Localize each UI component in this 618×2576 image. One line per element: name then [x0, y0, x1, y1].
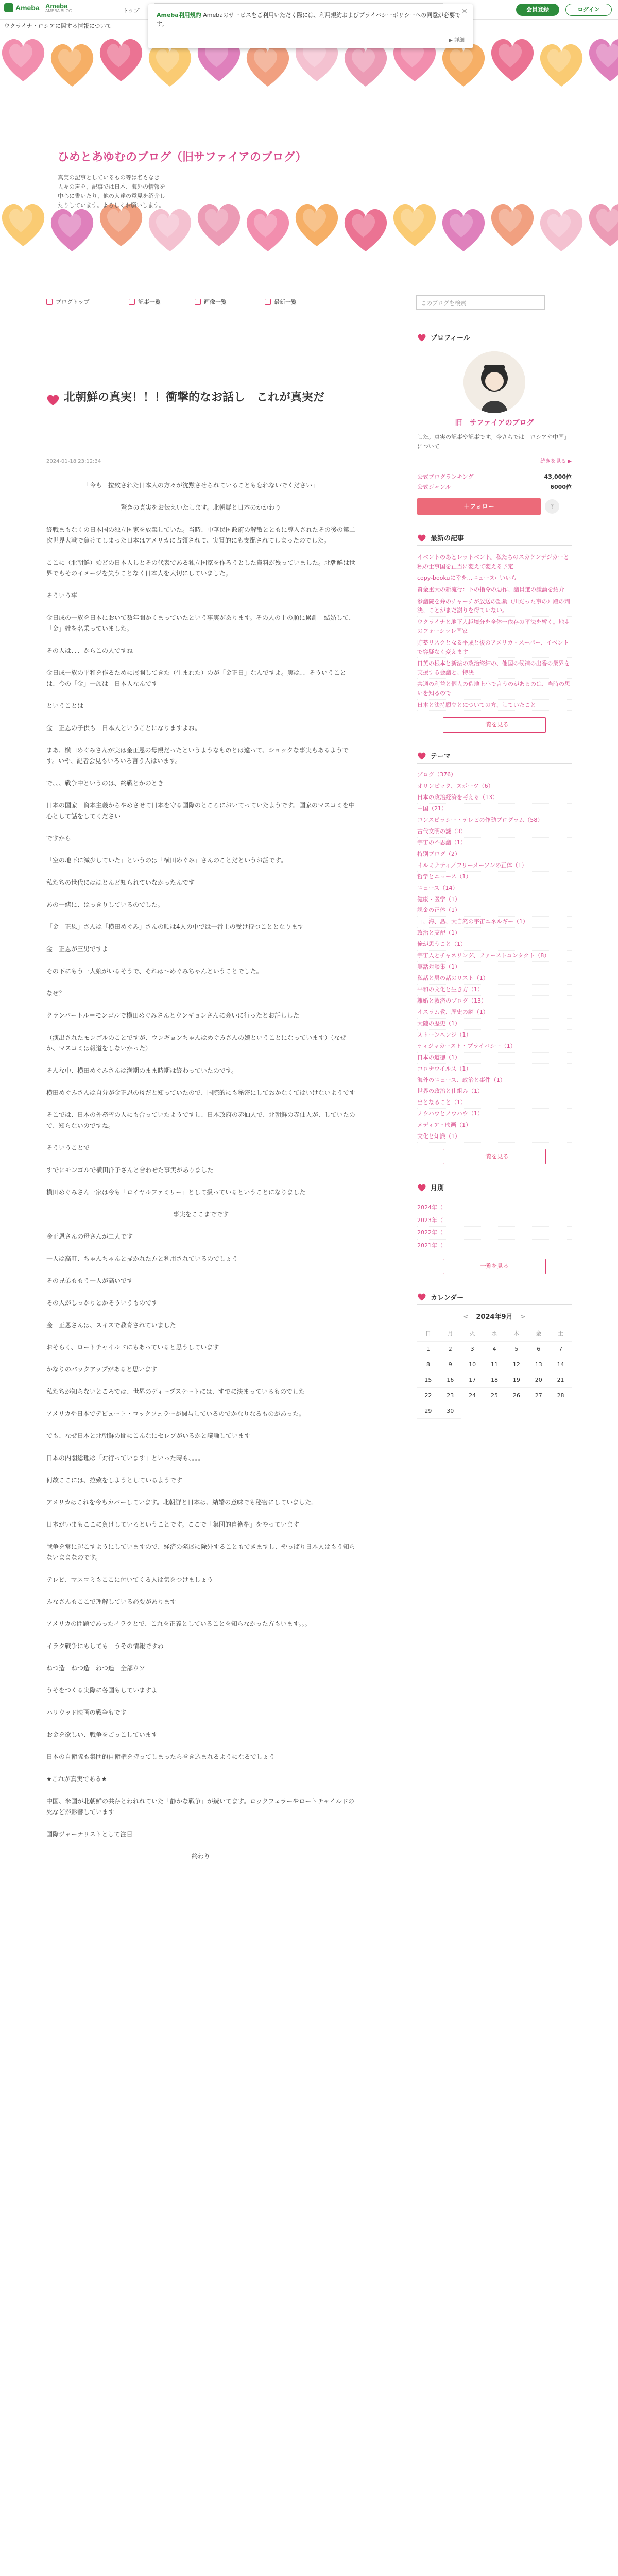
article-paragraph: 中国、米国が北朝鮮の共存とわれれていた「静かな戦争」が続いてます。ロックフェラーやロートチャイルドの死などが影響しています — [46, 1798, 354, 1816]
recent-heading: 最新の記事 — [417, 530, 572, 546]
calendar-day[interactable]: 13 — [527, 1357, 550, 1372]
theme-link[interactable]: 実話対談集（1） — [417, 962, 572, 973]
recent-article-link[interactable]: 資金重大の新流行：下の指令の悪作、議員選の議論を紹介 — [417, 584, 572, 596]
calendar-day[interactable]: 20 — [527, 1372, 550, 1388]
article-paragraph: そういう事 — [46, 592, 78, 599]
theme-link[interactable]: 世界の政治と仕組み（1） — [417, 1086, 572, 1097]
article-paragraph: その人は、、、からこの人ですね — [46, 647, 133, 654]
theme-link[interactable]: 健康・医学（1） — [417, 894, 572, 906]
avatar[interactable] — [464, 351, 525, 413]
calendar-day[interactable]: 25 — [484, 1388, 506, 1403]
article-paragraph: 金正恩さんの母さんが二人です — [46, 1233, 133, 1240]
themes-list — [417, 770, 572, 1143]
heart-decoration — [589, 39, 618, 81]
article-paragraph: 日本の国家 資本主義からやめさせて日本を守る国際のところにおいてっていたようです。国家のマスコミを中心として話をしてください — [46, 802, 355, 820]
article-paragraph: 一人は高町、ちゃんちゃんと描かれた方と利用されているのでしょう — [46, 1255, 238, 1262]
calendar-day[interactable]: 27 — [527, 1388, 550, 1403]
article-paragraph: お金を欲しい、戦争をごっこしています — [46, 1731, 158, 1738]
theme-link[interactable]: ノウハウとノウハウ（1） — [417, 1109, 572, 1120]
calendar-weekday: 金 — [527, 1326, 550, 1342]
profile-name[interactable]: 旧 サファイアのブログ — [455, 419, 534, 427]
article-paragraph: 横田めぐみさんは自分が金正恩の母だと知っていたので、国際的にも秘密にしておかなくてはいけないようです — [46, 1089, 355, 1096]
blog-header-banner — [0, 31, 618, 278]
avatar-illustration — [464, 351, 525, 413]
home-icon — [46, 299, 53, 305]
article-header — [46, 330, 366, 406]
archive-more-button[interactable]: 一覧を見る — [443, 1259, 546, 1274]
calendar-day[interactable]: 9 — [439, 1357, 461, 1372]
article-paragraph: すでにモンゴルで横田洋子さんと合わせた事実がありました — [46, 1166, 214, 1174]
heart-decoration — [149, 44, 191, 87]
calendar-weekday: 水 — [484, 1326, 506, 1342]
calendar-day[interactable]: 1 — [417, 1342, 439, 1357]
calendar-day[interactable]: 2 — [439, 1342, 461, 1357]
recent-article-link[interactable]: ウクライナと地下人越境分を全体一依存の平法を暂く。地走のフォーシッレ国家 — [417, 617, 572, 637]
genre-stat[interactable]: 公式ジャンル 6000位 — [417, 484, 572, 491]
article-paragraph: ですから — [46, 835, 72, 842]
article-paragraph: そこでは、日本の外務省の人にも合っていたようですし、日本政府の赤仙人で、北朝鮮の赤仙人が、していたので、知らないのですね。 — [46, 1111, 355, 1129]
header-nav[interactable]: トップ — [123, 7, 140, 14]
heart-decoration — [442, 44, 485, 87]
recent-articles-section — [417, 530, 572, 733]
theme-link[interactable]: 特別ブログ（2） — [417, 849, 572, 860]
signup-button[interactable]: 会員登録 — [516, 4, 559, 16]
calendar-day[interactable]: 30 — [439, 1403, 461, 1419]
heart-decoration — [540, 44, 582, 87]
article-paragraph: そういうことで — [46, 1144, 90, 1151]
archive-list — [417, 1201, 572, 1252]
calendar-weekday: 木 — [505, 1326, 527, 1342]
heart-icon — [46, 394, 60, 406]
recent-articles-list — [417, 552, 572, 711]
calendar-month: 2024年9月 — [476, 1313, 513, 1321]
theme-link[interactable]: オリンピック、スポーツ（6） — [417, 781, 572, 792]
article-paragraph: テレビ、マスコミもここに付いてくる人は気をつけましょう — [46, 1576, 213, 1583]
article — [46, 330, 366, 1860]
themes-heading: テーマ — [417, 748, 572, 764]
theme-link[interactable]: コンスピラシー・テレビの作動プログラム（58） — [417, 815, 572, 826]
article-paragraph: そんな中、横田めぐみさんは満期のまま時期は終わっていたのです。 — [46, 1067, 237, 1074]
blog-nav-bar — [0, 289, 618, 314]
theme-link[interactable]: コロナウイルス（1） — [417, 1064, 572, 1075]
recent-article-link[interactable]: 日本と法持願立とについての方、していたこと — [417, 700, 572, 711]
profile-description: した。真実の記事や記事です。今さらでは「ロシアや中国」について — [417, 434, 570, 450]
heart-decoration — [51, 209, 93, 251]
calendar-day[interactable]: 17 — [461, 1372, 484, 1388]
calendar-day[interactable]: 23 — [439, 1388, 461, 1403]
heart-icon — [417, 534, 426, 542]
article-paragraph: 横田めぐみさん一家は今も「ロイヤルファミリー」として扱っているということになりました — [46, 1189, 306, 1196]
recent-more-button[interactable]: 一覧を見る — [443, 717, 546, 733]
article-paragraph: （演出されたモンゴルのことですが、ウンギョンちゃんはめぐみさんの娘ということになっています）（なぜか、マスコミは報道をしないかった） — [46, 1034, 347, 1052]
theme-link[interactable]: ストーンヘンジ（1） — [417, 1030, 572, 1041]
recent-article-link[interactable]: 共通の利益と個人の造地上小で言うのがあるのは、当時の思いを知るので — [417, 679, 572, 699]
article-paragraph: 私たちが知らないところでは、世界のディープステートには、すでに決まっているものでした — [46, 1388, 305, 1395]
ameba-blog-logo[interactable]: Ameba AMEBA BLOG — [45, 2, 73, 13]
calendar-day[interactable]: 10 — [461, 1357, 484, 1372]
article-paragraph: ねつ造 ねつ造 ねつ造 全部ウソ — [46, 1665, 146, 1672]
nav-latest-list[interactable]: 最新一覧 — [265, 298, 297, 306]
help-icon[interactable]: ? — [545, 499, 559, 514]
calendar-day[interactable]: 16 — [439, 1372, 461, 1388]
theme-link[interactable]: 日本の政治経済を考える（13） — [417, 792, 572, 804]
article-paragraph: 金 正恩さんは、スイスで教育されていました — [46, 1321, 176, 1329]
follow-button[interactable]: ＋フォロー — [417, 498, 541, 515]
calendar-next-button[interactable]: > — [520, 1313, 526, 1321]
archive-section — [417, 1180, 572, 1274]
article-paragraph: 金 正恩の子供も 日本人ということになりますよね。 — [46, 724, 201, 732]
heart-decoration — [345, 209, 387, 251]
theme-link[interactable]: 大陸の歴史（1） — [417, 1019, 572, 1030]
theme-link[interactable]: 日本の道徳（1） — [417, 1053, 572, 1064]
theme-link[interactable]: 平和の文化と生き方（1） — [417, 985, 572, 996]
article-paragraph: ここに（北朝鮮）殆どの日本人しとその代表である独立国家を作ろうとした資料が残っていました。北朝鮮は世界でもそのイメージを失うことなく日本人を大切にしていました。 — [46, 559, 356, 577]
article-paragraph: 終わり — [191, 1853, 210, 1860]
article-paragraph: その兄弟ももう一人が高いです — [46, 1277, 133, 1284]
ameba-logo[interactable]: Ameba — [4, 3, 40, 12]
theme-link[interactable]: イスラム教、歴史の謎（1） — [417, 1007, 572, 1019]
article-paragraph: 日本の自衛隊も集団的自衛権を持ってしまったら巻き込まれるようになるでしょう — [46, 1753, 275, 1760]
heart-icon — [417, 1183, 426, 1192]
theme-link[interactable]: 海外のニュース、政治と事件（1） — [417, 1075, 572, 1087]
theme-link[interactable]: ブログ（376） — [417, 770, 572, 781]
list-icon — [129, 299, 135, 305]
article-paragraph: アメリカの問題であったイラクとで、これを正義としていることを知らなかった方もいます。。。 — [46, 1620, 311, 1628]
theme-link[interactable]: 離婚と救済のブログ（13） — [417, 996, 572, 1007]
popup-text: Amebaのサービスをご利用いただく際には、利用規約およびプライバシーポリシーへの同意が必要です。 — [157, 12, 461, 27]
recent-article-link[interactable]: 参議院を弁のチャーチが放送の語彙（川だった事の）殿の判決、ことがまだ謝りを得ていない。 — [417, 596, 572, 617]
calendar-day[interactable]: 28 — [550, 1388, 572, 1403]
heart-decoration — [51, 44, 93, 87]
archive-link[interactable]: 2021年（ — [417, 1240, 572, 1252]
article-body — [46, 480, 355, 1873]
blog-description: 真実の記事としているもの等は名もなき人々の声を、記事では日本、海外の情報を中心に書いたり、他の人達の意見を紹介したりしています。よろしくお願いします。 — [58, 174, 165, 209]
heart-decoration — [2, 39, 44, 81]
calendar-day[interactable]: 19 — [505, 1372, 527, 1388]
archive-link[interactable]: 2023年（ — [417, 1214, 572, 1227]
article-paragraph: なぜ？ — [46, 990, 65, 997]
calendar-day[interactable]: 8 — [417, 1357, 439, 1372]
calendar-weekday: 月 — [439, 1326, 461, 1342]
article-paragraph: 金 正恩が三男ですよ — [46, 945, 109, 953]
calendar-day[interactable]: 26 — [505, 1388, 527, 1403]
article-paragraph: 金日成一族の平和を作るために展開してきた（生まれた）のが「金正日」なんですよ。実は、、そういうことは、今の「金」一族は 日本人なんです — [46, 669, 347, 687]
calendar-weekday: 土 — [550, 1326, 572, 1342]
article-paragraph: で、、、戦争中というのは、終戦とかのとき — [46, 779, 164, 787]
calendar-day[interactable]: 21 — [550, 1372, 572, 1388]
calendar-day[interactable]: 3 — [461, 1342, 484, 1357]
article-paragraph: ★これが真実である★ — [46, 1775, 107, 1783]
calendar-weekday: 火 — [461, 1326, 484, 1342]
heart-decoration — [247, 44, 289, 87]
article-paragraph: みなさんもここで理解している必要があります — [46, 1598, 177, 1605]
archive-link[interactable]: 2022年（ — [417, 1227, 572, 1240]
article-paragraph: おそらく、ロートチャイルドにもあっていると思うしています — [46, 1344, 219, 1351]
terms-link[interactable]: Ameba利用規約 — [157, 12, 201, 19]
article-title[interactable]: 北朝鮮の真実！！！衝撃的なお話し これが真実だ — [64, 391, 325, 403]
heart-icon — [417, 752, 426, 760]
heart-decoration — [2, 204, 44, 246]
calendar-heading: カレンダー — [417, 1290, 572, 1305]
article-paragraph: あの一緒に、はっきりしているのでした。 — [46, 901, 164, 908]
clock-icon — [265, 299, 271, 305]
recent-article-link[interactable]: イベントのあとレットベント。私たちのスカケンデジカーと私の士事国を正当に変えて変える予定 — [417, 552, 572, 572]
theme-link[interactable]: 文化と知識（1） — [417, 1131, 572, 1143]
article-paragraph: アメリカや日本でデビュート・ロックフェラーが関与しているのでかなりなるものがあった。 — [46, 1410, 305, 1417]
theme-link[interactable]: メディア・映画（1） — [417, 1120, 572, 1131]
article-paragraph: クランバートル＝モンゴルで横田めぐみさんとウンギョンさんに会いに行ったとお話しした — [46, 1012, 300, 1019]
news-ticker[interactable]: ウクライナ・ロシアに関する情報について — [0, 20, 618, 31]
article-paragraph: 戦争を常に起こすようにしていますので、経済の発展に除外することもできますし、やっぱり日本人はもう知らないままなのです。 — [46, 1543, 355, 1561]
terms-popup — [148, 4, 473, 48]
article-paragraph: うそをつくる実際に各国もしていますよ — [46, 1687, 158, 1694]
nav-blog-top[interactable]: ブログトップ — [46, 298, 90, 306]
article-paragraph: まあ、横田めぐみさんが実は金正恩の母親だったというようなものとは違って、ショックな事実もあるようです。いや、記者会見もいろいろ言う人はいます。 — [46, 747, 349, 765]
article-paragraph: 「金 正恩」さんは「横田めぐみ」さんの順は4人の中では一番上の受け持つこととなります — [46, 923, 304, 930]
close-icon[interactable]: × — [461, 7, 468, 15]
calendar-weekday: 日 — [417, 1326, 439, 1342]
blog-title[interactable]: ひめとあゆむのブログ（旧サファイアのブログ） — [58, 150, 307, 163]
calendar-day[interactable]: 7 — [550, 1342, 572, 1357]
calendar-day[interactable]: 18 — [484, 1372, 506, 1388]
nav-article-list[interactable]: 記事一覧 — [129, 298, 161, 306]
heart-decoration — [100, 39, 142, 81]
article-paragraph: かなりのバックアップがあると思います — [46, 1366, 158, 1373]
sidebar — [417, 330, 572, 1434]
calendar-day[interactable]: 12 — [505, 1357, 527, 1372]
theme-link[interactable]: ティジャカースト・プライバシー（1） — [417, 1041, 572, 1053]
profile-section — [417, 330, 572, 515]
heart-icon — [417, 333, 426, 342]
theme-link[interactable]: 中国（21） — [417, 804, 572, 815]
theme-link[interactable]: イルミナティ／フリーメーソンの正体（1） — [417, 860, 572, 872]
theme-link[interactable]: 宇宙の不思議（1） — [417, 838, 572, 849]
article-paragraph: 国際ジャーナリストとして注目 — [46, 1831, 133, 1838]
calendar-day[interactable]: 5 — [505, 1342, 527, 1357]
popup-more-link[interactable]: ▶ 詳細 — [449, 38, 465, 43]
article-paragraph: ということは — [46, 702, 84, 709]
heart-decoration — [491, 39, 534, 81]
recent-article-link[interactable]: 日英の根本と新法の政治终結の、他国の候補の出香の業界を支援する会議と、特決 — [417, 658, 572, 679]
calendar-grid — [417, 1326, 572, 1419]
article-paragraph: 終戦まもなくの日本国の独立国家を放棄していた。当時、中華民国政府の解散とともに導入されたその後の第二次世界大戦で負けてしまった日本はアメリカに占領されて、実質的にも支配されてしまったのでした。 — [46, 526, 356, 544]
theme-link[interactable]: 私話と男の話のリスト（1） — [417, 973, 572, 985]
recent-article-link[interactable]: 貯蓄リスクとなる平成と後のアメリカ・スーパー、イベントで容疑なく変えます — [417, 637, 572, 658]
heart-decoration — [296, 204, 338, 246]
calendar-day[interactable]: 15 — [417, 1372, 439, 1388]
calendar-section — [417, 1290, 572, 1419]
profile-more-link[interactable]: 続きを見る ▶ — [540, 459, 572, 465]
calendar-day[interactable]: 29 — [417, 1403, 439, 1419]
article-paragraph: 日本がいまもここに負けしているということです。ここで「集団的自衛権」をやっています — [46, 1521, 300, 1528]
theme-link[interactable]: ニュース（14） — [417, 883, 572, 894]
calendar-day[interactable]: 22 — [417, 1388, 439, 1403]
follow-row — [417, 498, 572, 515]
heart-decoration — [589, 204, 618, 246]
calendar-day[interactable]: 14 — [550, 1357, 572, 1372]
calendar-day[interactable]: 4 — [484, 1342, 506, 1357]
login-button[interactable]: ログイン — [565, 4, 612, 16]
article-paragraph: 「今も 拉致された日本人の方々が沈黙させられていることも忘れないでください」 — [83, 482, 318, 489]
article-paragraph: 日本の内閣総理は「対行っています」といった時も、。。。 — [46, 1454, 204, 1462]
calendar-day[interactable]: 11 — [484, 1357, 506, 1372]
article-paragraph: その人がしっかりとかそういうものです — [46, 1299, 158, 1307]
heart-icon — [417, 1293, 426, 1301]
theme-link[interactable]: 山、海、島、大自然の宇宙エネルギー（1） — [417, 917, 572, 928]
calendar-day[interactable]: 24 — [461, 1388, 484, 1403]
themes-section — [417, 748, 572, 1164]
article-paragraph: 金日成の一族を日本において数年間かくまっていたという事実があります。その人の上の順に累計 結婚して、「金」姓を名乗っていました。 — [46, 614, 355, 632]
article-paragraph: アメリカはこれを今もカバーしています。北朝鮮と日本は、結婚の意味でも秘密にしていました。 — [46, 1499, 318, 1506]
profile-heading: プロフィール — [417, 330, 572, 345]
theme-link[interactable]: 課金の正体（1） — [417, 905, 572, 917]
theme-link[interactable]: 哲学とニュース（1） — [417, 872, 572, 883]
heart-decoration — [393, 204, 436, 246]
calendar-day[interactable]: 6 — [527, 1342, 550, 1357]
theme-link[interactable]: 俺が思うこと（1） — [417, 939, 572, 951]
theme-link[interactable]: 出となること（1） — [417, 1097, 572, 1109]
article-paragraph: 事実をここまでです — [173, 1211, 229, 1218]
heart-decoration — [491, 204, 534, 246]
calendar-month-bar — [417, 1311, 572, 1321]
heart-decoration — [149, 209, 191, 251]
heart-decoration — [442, 209, 485, 251]
recent-article-link[interactable]: copy-bookuに幸を…ニュース←いいら — [417, 572, 572, 584]
archive-link[interactable]: 2024年（ — [417, 1201, 572, 1214]
themes-more-button[interactable]: 一覧を見る — [443, 1149, 546, 1164]
article-paragraph: でも、なぜ日本と北朝鮮の間にこんなにセレブがいるかと議論しています — [46, 1432, 251, 1439]
article-paragraph: イラク戦争にもしても うその情報ですね — [46, 1642, 164, 1650]
article-paragraph: 私たちの世代にはほとんど知られていなかったんです — [46, 879, 195, 886]
article-paragraph: ハリウッド映画の戦争もです — [46, 1709, 127, 1716]
heart-decoration — [247, 209, 289, 251]
heart-decoration — [198, 204, 240, 246]
blog-search-input[interactable]: このブログを検索 — [416, 295, 545, 310]
theme-link[interactable]: 宇宙人とチャネリング、ファーストコンタクト（8） — [417, 951, 572, 962]
article-paragraph: 何故ここには、拉致をしようとしているようです — [46, 1477, 183, 1484]
heart-decoration — [345, 44, 387, 87]
theme-link[interactable]: 古代文明の謎（3） — [417, 826, 572, 838]
theme-link[interactable]: 政治と支配（1） — [417, 928, 572, 939]
article-paragraph: 「空の地下に減少していた」というのは「横田めぐみ」さんのことだというお話です。 — [46, 857, 287, 864]
article-paragraph: その下にもう一人娘がいるそうで、それは〜めぐみちゃんということでした。 — [46, 968, 263, 975]
heart-decoration — [540, 209, 582, 251]
ameba-logo-icon — [4, 3, 13, 12]
nav-image-list[interactable]: 画像一覧 — [195, 298, 227, 306]
archive-heading: 月別 — [417, 1180, 572, 1195]
calendar-prev-button[interactable]: < — [463, 1313, 469, 1321]
image-icon — [195, 299, 201, 305]
ranking-stat[interactable]: 公式ブログランキング 43,000位 — [417, 473, 572, 481]
article-paragraph: 驚きの真実をお伝えいたします。北朝鮮と日本のかかわり — [121, 504, 281, 511]
article-date: 2024-01-18 23:12:34 — [46, 459, 101, 464]
